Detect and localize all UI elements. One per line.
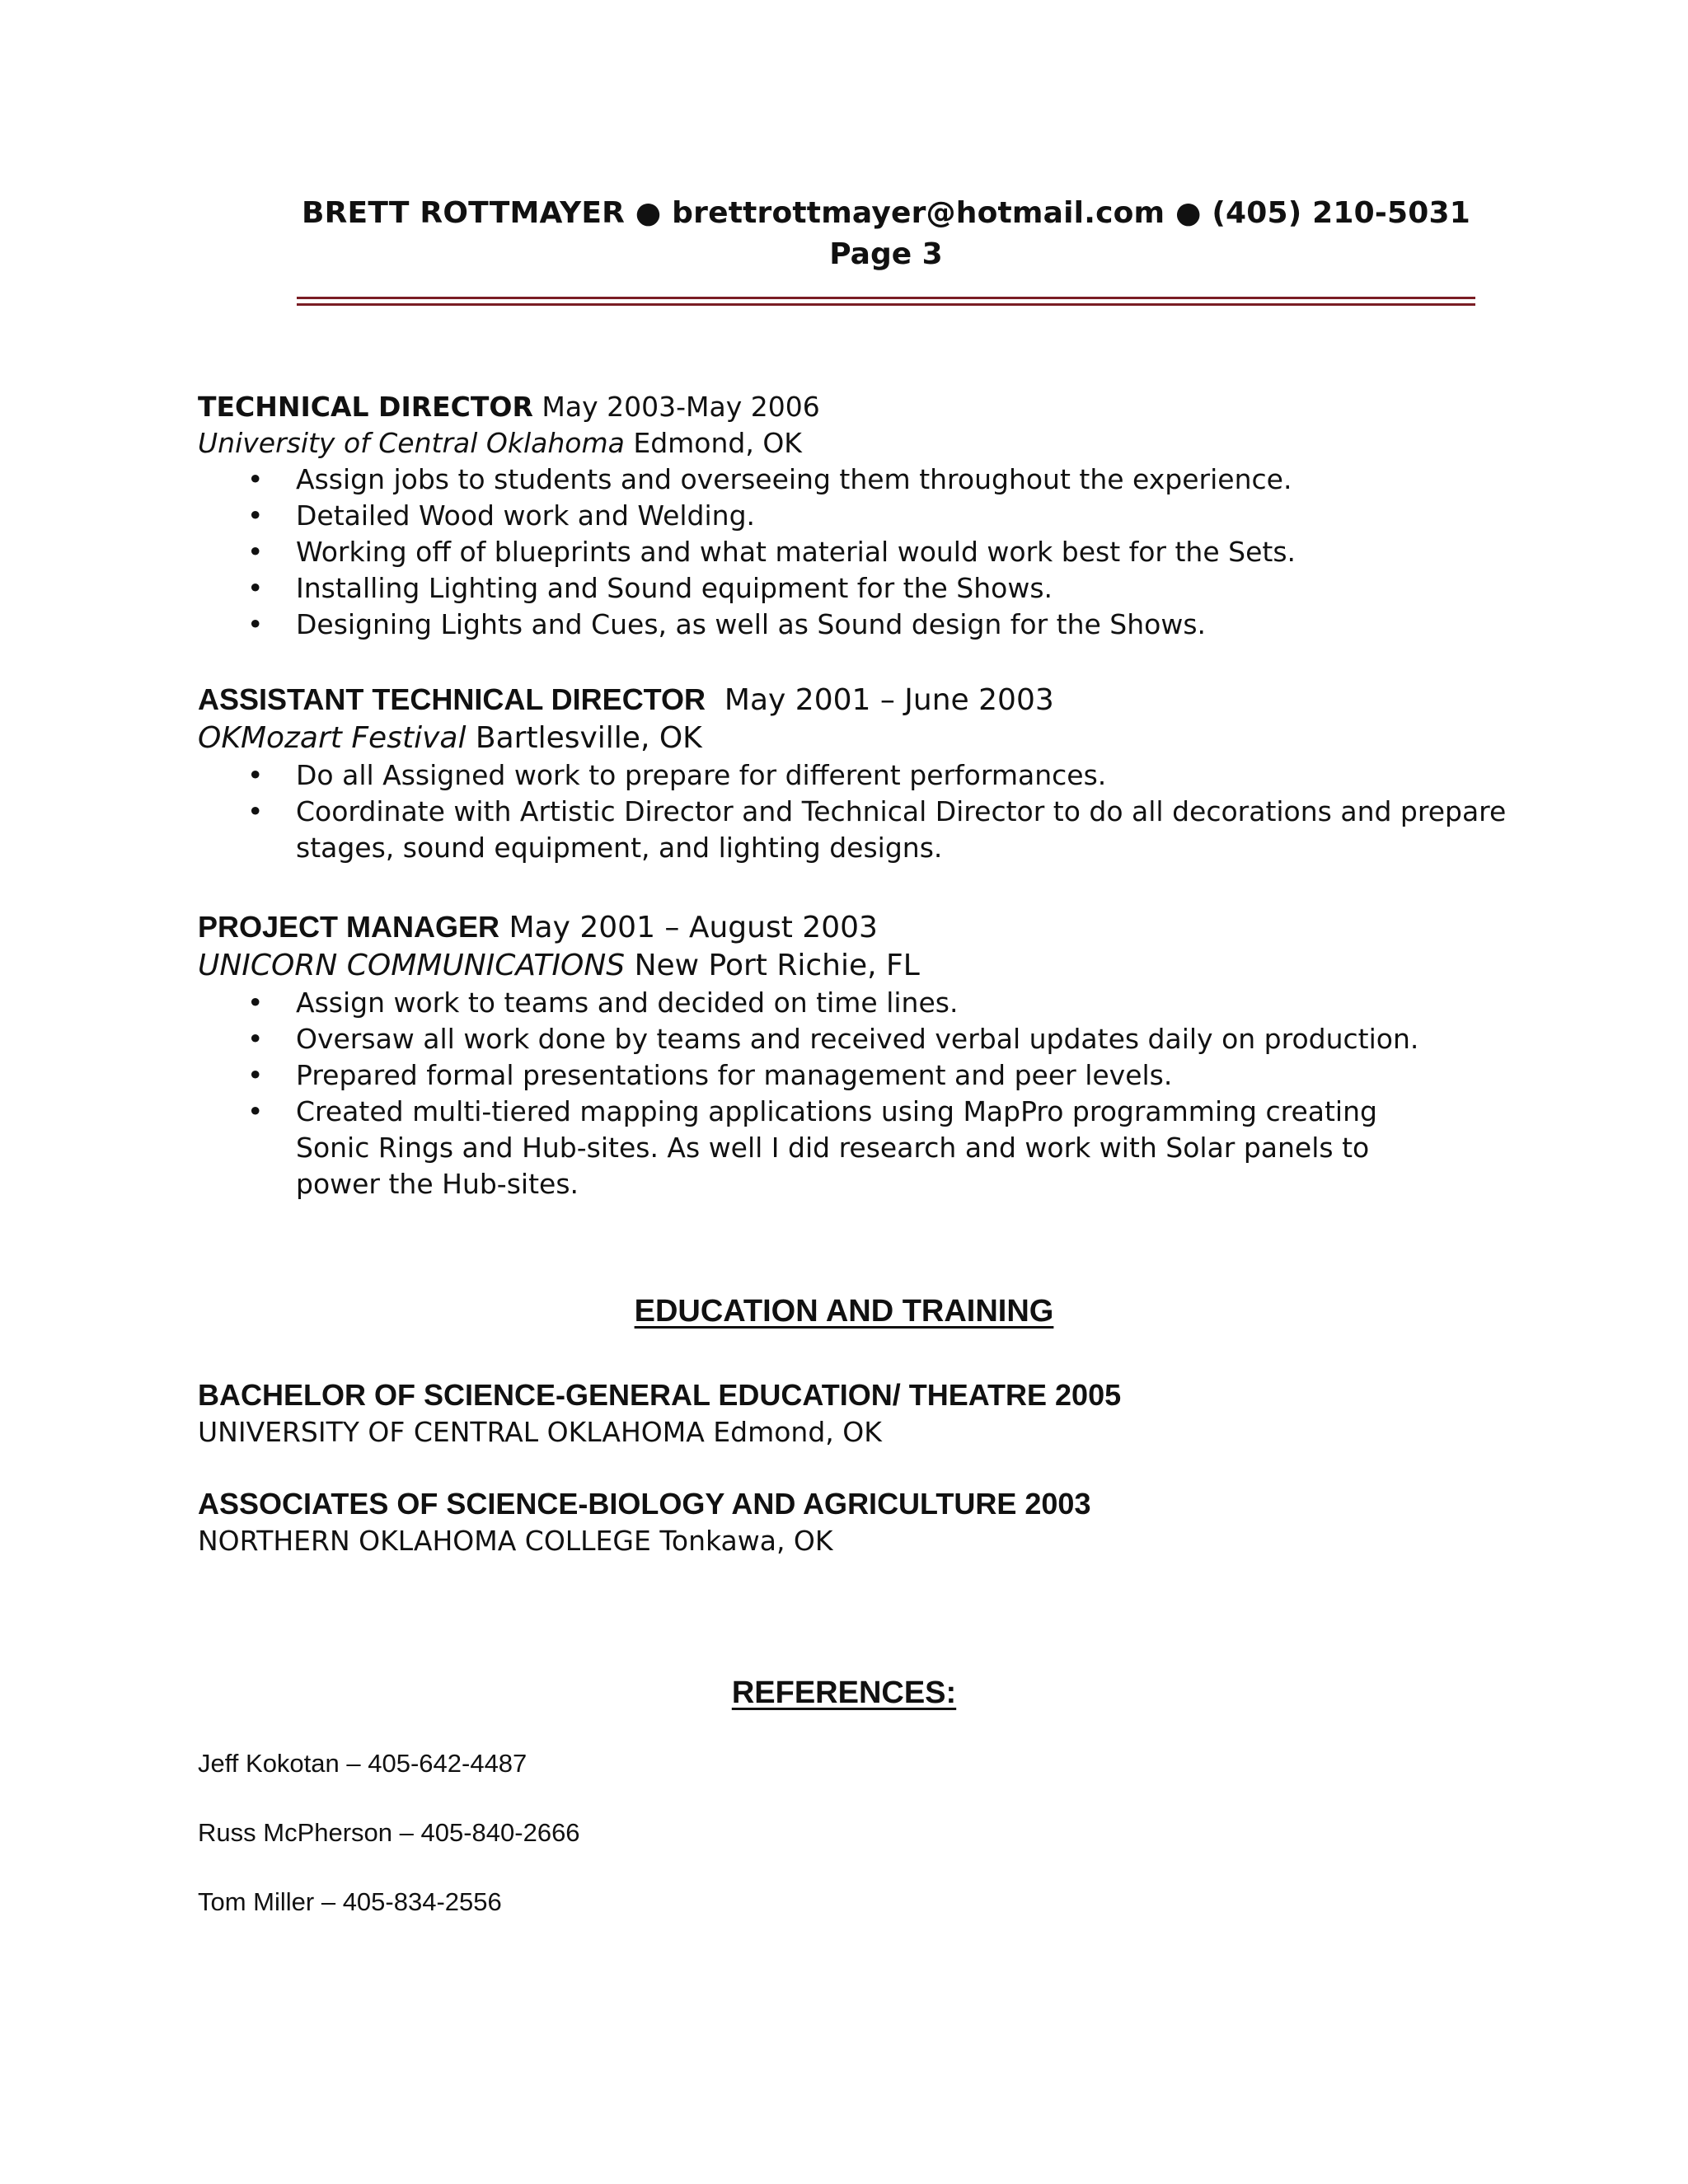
list-item: • Prepared formal presentations for management and peer levels. (198, 1057, 1484, 1094)
job-bullets (198, 757, 1517, 866)
job-employer: University of Central Oklahoma (198, 427, 625, 459)
job-employer: UNICORN COMMUNICATIONS (198, 949, 626, 982)
job-dates: May 2003-May 2006 (542, 391, 820, 423)
job-employer-line (198, 425, 1517, 462)
job-location: Bartlesville, OK (475, 721, 702, 755)
reference-item: Jeff Kokotan – 405-642-4487 (198, 1749, 528, 1778)
degree-title: ASSOCIATES OF SCIENCE-BIOLOGY AND AGRICULTURE 2003 (198, 1487, 1091, 1521)
education-heading: EDUCATION AND TRAINING (634, 1294, 1054, 1329)
list-item: • Working off of blueprints and what material would work best for the Sets. (198, 534, 1517, 570)
job-employer-line (198, 947, 1517, 985)
list-item: • Detailed Wood work and Welding. (198, 498, 1517, 534)
job-title-line (198, 908, 1517, 947)
list-item: • Do all Assigned work to prepare for different performances. (198, 757, 1517, 794)
degree-title: BACHELOR OF SCIENCE-GENERAL EDUCATION/ THEATRE 2005 (198, 1378, 1122, 1412)
reference-item: Tom Miller – 405-834-2556 (198, 1887, 502, 1916)
contact-line: BRETT ROTTMAYER ● brettrottmayer@hotmail.com ● (405) 210-5031 (301, 196, 1471, 230)
education-entry (198, 1485, 1517, 1559)
list-item: • Installing Lighting and Sound equipment for the Shows. (198, 570, 1517, 607)
job-bullets (198, 985, 1484, 1202)
school-name: NORTHERN OKLAHOMA COLLEGE Tonkawa, OK (198, 1525, 833, 1557)
job-title-line (198, 389, 1517, 425)
job-dates: May 2001 – August 2003 (509, 911, 878, 944)
list-item: • Oversaw all work done by teams and received verbal updates daily on production. (198, 1021, 1484, 1057)
school-name: UNIVERSITY OF CENTRAL OKLAHOMA Edmond, OK (198, 1416, 882, 1448)
job-assistant-technical-director (198, 681, 1517, 866)
job-title-line (198, 681, 1517, 719)
education-entry (198, 1376, 1517, 1451)
job-location: New Port Richie, FL (634, 949, 920, 982)
job-project-manager (198, 908, 1517, 1202)
job-employer-line (198, 719, 1517, 757)
header-rule-top (297, 297, 1475, 299)
job-title: PROJECT MANAGER (198, 910, 500, 944)
job-title: TECHNICAL DIRECTOR (198, 391, 533, 423)
references-heading: REFERENCES: (731, 1675, 957, 1710)
job-bullets (198, 462, 1517, 643)
job-title: ASSISTANT TECHNICAL DIRECTOR (198, 682, 706, 716)
list-item: • Created multi-tiered mapping applications using MapPro programming creating Sonic Rings and Hub-sites. As well I did research and work with Solar panels to power the Hub-sites. (198, 1094, 1400, 1202)
job-employer: OKMozart Festival (198, 721, 467, 755)
list-item: • Assign jobs to students and overseeing them throughout the experience. (198, 462, 1517, 498)
page-number: Page 3 (829, 237, 943, 271)
job-dates: May 2001 – June 2003 (724, 683, 1054, 717)
list-item: • Designing Lights and Cues, as well as Sound design for the Shows. (198, 607, 1517, 643)
reference-item: Russ McPherson – 405-840-2666 (198, 1818, 580, 1847)
header-rule-bottom (297, 303, 1475, 306)
job-technical-director (198, 389, 1517, 643)
list-item: • Coordinate with Artistic Director and Technical Director to do all decorations and prepare stages, sound equipment, and lighting designs. (198, 794, 1517, 866)
list-item: • Assign work to teams and decided on time lines. (198, 985, 1484, 1021)
job-location: Edmond, OK (633, 427, 802, 459)
